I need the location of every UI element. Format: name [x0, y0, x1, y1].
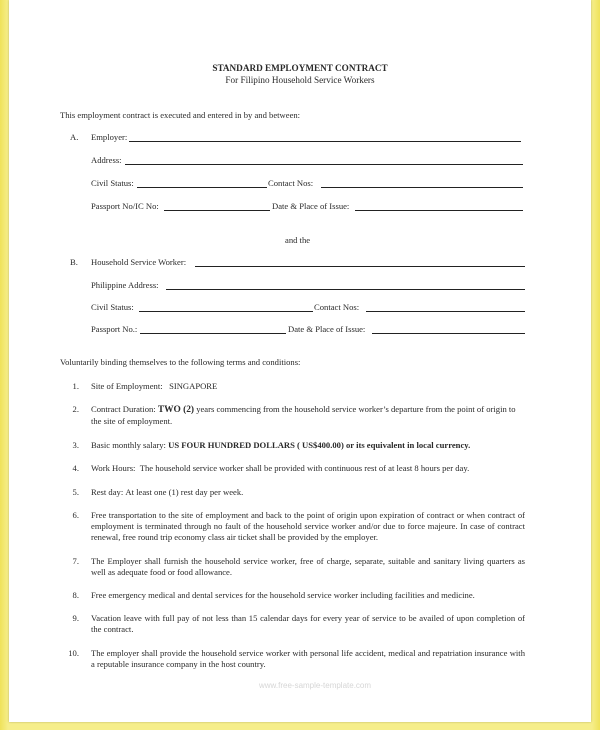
term-number: 9. — [72, 613, 79, 623]
page-title: STANDARD EMPLOYMENT CONTRACT — [212, 63, 388, 73]
term-lead: Work Hours: — [91, 463, 136, 473]
worker-contact-field[interactable] — [366, 311, 525, 312]
worker-civil-status-label: Civil Status: — [91, 302, 134, 312]
worker-label: Household Service Worker: — [91, 257, 187, 267]
term-number: 6. — [72, 510, 79, 520]
employer-passport-field[interactable] — [164, 210, 270, 211]
term-item — [91, 463, 469, 473]
party-a-letter: A. — [70, 132, 79, 142]
employer-contact-field[interactable] — [321, 187, 523, 188]
term-number: 4. — [72, 463, 79, 473]
page-subtitle: For Filipino Household Service Workers — [225, 75, 375, 85]
term-text: At least one (1) rest day per week. — [125, 487, 244, 497]
employer-date-place-field[interactable] — [355, 210, 523, 211]
term-number: 8. — [72, 590, 79, 600]
term-number: 1. — [72, 381, 79, 391]
employer-date-place-label: Date & Place of Issue: — [272, 201, 350, 211]
employer-address-field[interactable] — [125, 164, 523, 165]
term-number: 7. — [72, 556, 79, 566]
worker-address-field[interactable] — [166, 289, 525, 290]
worker-date-place-label: Date & Place of Issue: — [288, 324, 366, 334]
term-lead: Site of Employment: — [91, 381, 163, 391]
watermark: www.free-sample-template.com — [259, 681, 372, 690]
term-item: The employer shall provide the household service worker with personal life accident, medical and repatriation insurance with a reputable insurance company in the host country. — [91, 648, 525, 669]
party-b-letter: B. — [70, 257, 78, 267]
employer-label: Employer: — [91, 132, 128, 142]
term-item — [91, 404, 523, 427]
worker-civil-status-field[interactable] — [139, 311, 313, 312]
term-item — [91, 381, 217, 391]
term-text: The household service worker shall be provided with continuous rest of at least 8 hours per day. — [139, 463, 470, 473]
worker-passport-label: Passport No.: — [91, 324, 138, 334]
employer-civil-status-label: Civil Status: — [91, 178, 134, 188]
term-item — [91, 440, 470, 450]
term-strong: TWO (2) — [157, 405, 195, 415]
employer-passport-label: Passport No/IC No: — [91, 201, 159, 211]
worker-field[interactable] — [195, 266, 525, 267]
term-item: The Employer shall furnish the household service worker, free of charge, separate, suitable and sanitary living quarters as well as adequate food or food allowance. — [91, 556, 525, 577]
terms-intro: Voluntarily binding themselves to the following terms and conditions: — [60, 357, 301, 367]
term-lead: Rest day: — [91, 487, 124, 497]
term-item — [91, 487, 243, 497]
term-number: 3. — [72, 440, 79, 450]
worker-date-place-field[interactable] — [372, 333, 525, 334]
term-text: years commencing from the household service worker’s departure from the point of origin to the site of employment. — [91, 404, 516, 426]
term-strong: US FOUR HUNDRED DOLLARS ( US$400.00) or its equivalent in local currency. — [168, 440, 471, 450]
term-number: 2. — [72, 404, 79, 414]
worker-address-label: Philippine Address: — [91, 280, 159, 290]
term-item: Vacation leave with full pay of not less than 15 calendar days for every year of service to be availed of upon completion of the contract. — [91, 613, 525, 634]
employer-address-label: Address: — [91, 155, 122, 165]
term-text: SINGAPORE — [169, 381, 218, 391]
worker-contact-label: Contact Nos: — [314, 302, 360, 312]
document-page — [9, 0, 591, 722]
intro-text: This employment contract is executed and entered in by and between: — [60, 110, 301, 120]
term-item: Free emergency medical and dental services for the household service worker including facilities and medicine. — [91, 590, 475, 600]
and-the-text: and the — [285, 235, 311, 245]
term-item: Free transportation to the site of employment and back to the point of origin upon expiration of contract or when contract of employment is terminated through no fault of the household service worker and/or due to force majeure. In case of contract renewal, free round trip economy class air ticket shall be provided by the employer. — [91, 510, 525, 542]
term-number: 10. — [68, 648, 79, 658]
employer-contact-label: Contact Nos: — [268, 178, 314, 188]
term-number: 5. — [72, 487, 79, 497]
term-lead: Contract Duration: — [91, 404, 156, 414]
worker-passport-field[interactable] — [140, 333, 286, 334]
employer-civil-status-field[interactable] — [137, 187, 267, 188]
term-lead: Basic monthly salary: — [91, 440, 166, 450]
employer-field[interactable] — [129, 141, 521, 142]
